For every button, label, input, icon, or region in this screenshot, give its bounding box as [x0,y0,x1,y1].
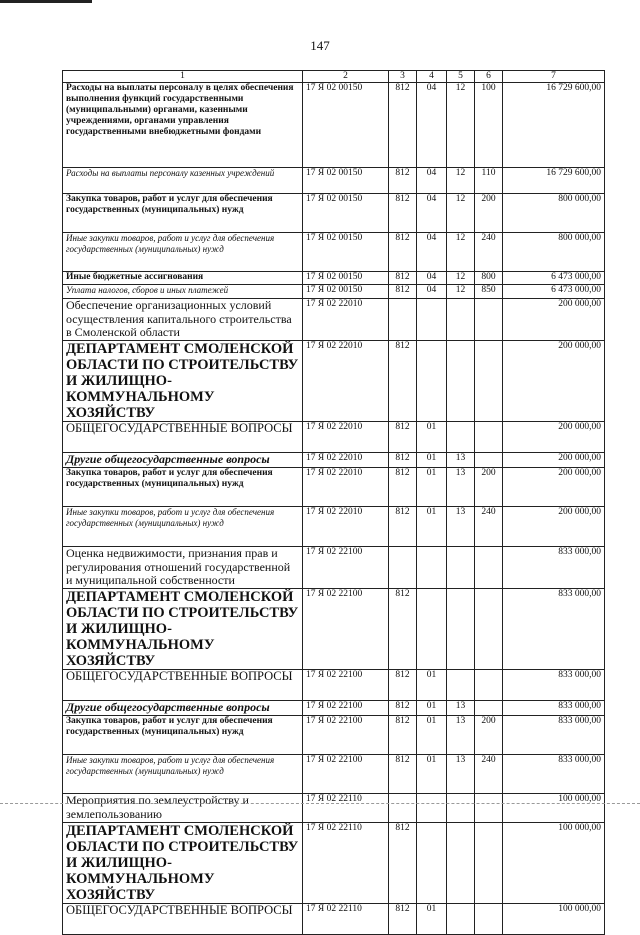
expense-type-cell: 100 [475,83,503,168]
target-article-cell: 17 Я 02 22110 [303,904,389,935]
expense-type-cell: 240 [475,755,503,794]
target-article-cell: 17 Я 02 22010 [303,422,389,453]
section-cell: 01 [417,422,447,453]
ministry-code-cell [389,299,417,341]
subsection-cell: 13 [447,453,475,468]
table-row [63,670,605,701]
budget-table [62,70,605,935]
section-cell: 01 [417,507,447,547]
table-row [63,272,605,285]
section-cell: 04 [417,272,447,285]
subsection-cell [447,794,475,823]
ministry-code-cell: 812 [389,468,417,507]
section-cell: 01 [417,904,447,935]
ministry-code-cell: 812 [389,701,417,716]
amount-cell: 833 000,00 [503,589,605,670]
row-name-cell: Мероприятия по землеустройству и землепользованию [63,794,303,823]
expense-type-cell [475,547,503,589]
amount-cell: 833 000,00 [503,716,605,755]
table-row [63,83,605,168]
row-name-cell: Обеспечение организационных условий осуществления капитального строительства в Смоленской области [63,299,303,341]
section-cell [417,547,447,589]
amount-cell: 200 000,00 [503,453,605,468]
amount-cell: 16 729 600,00 [503,83,605,168]
row-name-cell: Иные закупки товаров, работ и услуг для обеспечения государственных (муниципальных) нужд [63,233,303,272]
section-cell: 04 [417,233,447,272]
expense-type-cell: 800 [475,272,503,285]
expense-type-cell [475,823,503,904]
amount-cell: 6 473 000,00 [503,272,605,285]
subsection-cell: 12 [447,285,475,299]
subsection-cell: 12 [447,83,475,168]
target-article-cell: 17 Я 02 22100 [303,755,389,794]
ministry-code-cell: 812 [389,168,417,194]
section-cell: 01 [417,453,447,468]
target-article-cell: 17 Я 02 00150 [303,168,389,194]
section-cell [417,341,447,422]
target-article-cell: 17 Я 02 22100 [303,701,389,716]
target-article-cell: 17 Я 02 00150 [303,83,389,168]
table-row [63,701,605,716]
table-row [63,755,605,794]
subsection-cell [447,670,475,701]
subsection-cell: 13 [447,701,475,716]
ministry-code-cell: 812 [389,507,417,547]
expense-type-cell: 240 [475,507,503,547]
table-row [63,422,605,453]
scan-artifact-line [0,803,640,804]
amount-cell: 200 000,00 [503,341,605,422]
row-name-cell: Расходы на выплаты персоналу в целях обеспечения выполнения функций государственными (муниципальными) органами, казенными учреждениями, органами управления государственными внебюджетными фондами [63,83,303,168]
subsection-cell: 12 [447,272,475,285]
target-article-cell: 17 Я 02 00150 [303,233,389,272]
expense-type-cell [475,422,503,453]
column-header: 5 [447,71,475,83]
subsection-cell: 12 [447,168,475,194]
subsection-cell: 13 [447,468,475,507]
section-cell: 01 [417,468,447,507]
row-name-cell: Иные закупки товаров, работ и услуг для обеспечения государственных (муниципальных) нужд [63,755,303,794]
section-cell: 04 [417,83,447,168]
section-cell: 04 [417,194,447,233]
table-row [63,794,605,823]
section-cell: 04 [417,168,447,194]
ministry-code-cell: 812 [389,823,417,904]
target-article-cell: 17 Я 02 00150 [303,285,389,299]
ministry-code-cell: 812 [389,716,417,755]
section-cell: 01 [417,670,447,701]
section-cell: 01 [417,716,447,755]
table-row [63,547,605,589]
column-header: 2 [303,71,389,83]
target-article-cell: 17 Я 02 22100 [303,589,389,670]
expense-type-cell: 110 [475,168,503,194]
section-cell: 04 [417,285,447,299]
expense-type-cell [475,904,503,935]
amount-cell: 6 473 000,00 [503,285,605,299]
section-cell [417,823,447,904]
expense-type-cell [475,794,503,823]
amount-cell: 200 000,00 [503,468,605,507]
amount-cell: 833 000,00 [503,670,605,701]
table-row [63,233,605,272]
table-row [63,468,605,507]
subsection-cell [447,299,475,341]
expense-type-cell: 200 [475,468,503,507]
column-header: 6 [475,71,503,83]
amount-cell: 16 729 600,00 [503,168,605,194]
ministry-code-cell: 812 [389,83,417,168]
expense-type-cell [475,589,503,670]
table-row [63,453,605,468]
expense-type-cell [475,341,503,422]
ministry-code-cell: 812 [389,670,417,701]
column-header: 7 [503,71,605,83]
expense-type-cell: 240 [475,233,503,272]
ministry-code-cell [389,794,417,823]
table-row [63,341,605,422]
target-article-cell: 17 Я 02 22100 [303,716,389,755]
target-article-cell: 17 Я 02 22100 [303,670,389,701]
target-article-cell: 17 Я 02 22010 [303,341,389,422]
table-row [63,904,605,935]
expense-type-cell [475,299,503,341]
table-row [63,507,605,547]
table-header-row [63,71,605,83]
row-name-cell: Другие общегосударственные вопросы [63,701,303,716]
expense-type-cell [475,670,503,701]
expense-type-cell [475,453,503,468]
expense-type-cell: 850 [475,285,503,299]
scan-edge-rule [0,0,92,3]
amount-cell: 200 000,00 [503,507,605,547]
amount-cell: 833 000,00 [503,701,605,716]
row-name-cell: Закупка товаров, работ и услуг для обеспечения государственных (муниципальных) нужд [63,716,303,755]
target-article-cell: 17 Я 02 22010 [303,507,389,547]
row-name-cell: Иные закупки товаров, работ и услуг для обеспечения государственных (муниципальных) нужд [63,507,303,547]
row-name-cell: Закупка товаров, работ и услуг для обеспечения государственных (муниципальных) нужд [63,194,303,233]
subsection-cell: 12 [447,194,475,233]
subsection-cell [447,823,475,904]
row-name-cell: Оценка недвижимости, признания прав и регулирования отношений государственной и муниципальной собственности [63,547,303,589]
table-row [63,168,605,194]
row-name-cell: ОБЩЕГОСУДАРСТВЕННЫЕ ВОПРОСЫ [63,422,303,453]
amount-cell: 833 000,00 [503,547,605,589]
amount-cell: 800 000,00 [503,194,605,233]
ministry-code-cell: 812 [389,285,417,299]
table-row [63,194,605,233]
subsection-cell: 13 [447,716,475,755]
table-row [63,589,605,670]
amount-cell: 800 000,00 [503,233,605,272]
target-article-cell: 17 Я 02 22010 [303,453,389,468]
table-row [63,285,605,299]
table-row [63,823,605,904]
ministry-code-cell: 812 [389,904,417,935]
ministry-code-cell: 812 [389,233,417,272]
table-row [63,299,605,341]
ministry-code-cell: 812 [389,453,417,468]
row-name-cell: Уплата налогов, сборов и иных платежей [63,285,303,299]
amount-cell: 200 000,00 [503,299,605,341]
target-article-cell: 17 Я 02 22100 [303,547,389,589]
row-name-cell: Закупка товаров, работ и услуг для обеспечения государственных (муниципальных) нужд [63,468,303,507]
row-name-cell: ДЕПАРТАМЕНТ СМОЛЕНСКОЙ ОБЛАСТИ ПО СТРОИТЕЛЬСТВУ И ЖИЛИЩНО-КОММУНАЛЬНОМУ ХОЗЯЙСТВУ [63,341,303,422]
amount-cell: 100 000,00 [503,794,605,823]
subsection-cell [447,341,475,422]
amount-cell: 833 000,00 [503,755,605,794]
row-name-cell: ДЕПАРТАМЕНТ СМОЛЕНСКОЙ ОБЛАСТИ ПО СТРОИТЕЛЬСТВУ И ЖИЛИЩНО-КОММУНАЛЬНОМУ ХОЗЯЙСТВУ [63,823,303,904]
amount-cell: 100 000,00 [503,904,605,935]
column-header: 1 [63,71,303,83]
row-name-cell: ОБЩЕГОСУДАРСТВЕННЫЕ ВОПРОСЫ [63,904,303,935]
expense-type-cell [475,701,503,716]
row-name-cell: ДЕПАРТАМЕНТ СМОЛЕНСКОЙ ОБЛАСТИ ПО СТРОИТЕЛЬСТВУ И ЖИЛИЩНО-КОММУНАЛЬНОМУ ХОЗЯЙСТВУ [63,589,303,670]
section-cell [417,589,447,670]
subsection-cell [447,422,475,453]
row-name-cell: Другие общегосударственные вопросы [63,453,303,468]
ministry-code-cell: 812 [389,272,417,285]
table-row [63,716,605,755]
ministry-code-cell [389,547,417,589]
row-name-cell: Иные бюджетные ассигнования [63,272,303,285]
section-cell: 01 [417,755,447,794]
ministry-code-cell: 812 [389,589,417,670]
row-name-cell: ОБЩЕГОСУДАРСТВЕННЫЕ ВОПРОСЫ [63,670,303,701]
row-name-cell: Расходы на выплаты персоналу казенных учреждений [63,168,303,194]
target-article-cell: 17 Я 02 00150 [303,194,389,233]
ministry-code-cell: 812 [389,422,417,453]
section-cell: 01 [417,701,447,716]
ministry-code-cell: 812 [389,194,417,233]
column-header: 4 [417,71,447,83]
subsection-cell [447,904,475,935]
subsection-cell [447,547,475,589]
amount-cell: 200 000,00 [503,422,605,453]
section-cell [417,794,447,823]
subsection-cell [447,589,475,670]
ministry-code-cell: 812 [389,755,417,794]
section-cell [417,299,447,341]
subsection-cell: 13 [447,507,475,547]
ministry-code-cell: 812 [389,341,417,422]
amount-cell: 100 000,00 [503,823,605,904]
column-header: 3 [389,71,417,83]
target-article-cell: 17 Я 02 00150 [303,272,389,285]
subsection-cell: 13 [447,755,475,794]
target-article-cell: 17 Я 02 22110 [303,823,389,904]
page-number: 147 [310,38,330,53]
target-article-cell: 17 Я 02 22010 [303,468,389,507]
expense-type-cell: 200 [475,716,503,755]
target-article-cell: 17 Я 02 22110 [303,794,389,823]
target-article-cell: 17 Я 02 22010 [303,299,389,341]
subsection-cell: 12 [447,233,475,272]
expense-type-cell: 200 [475,194,503,233]
